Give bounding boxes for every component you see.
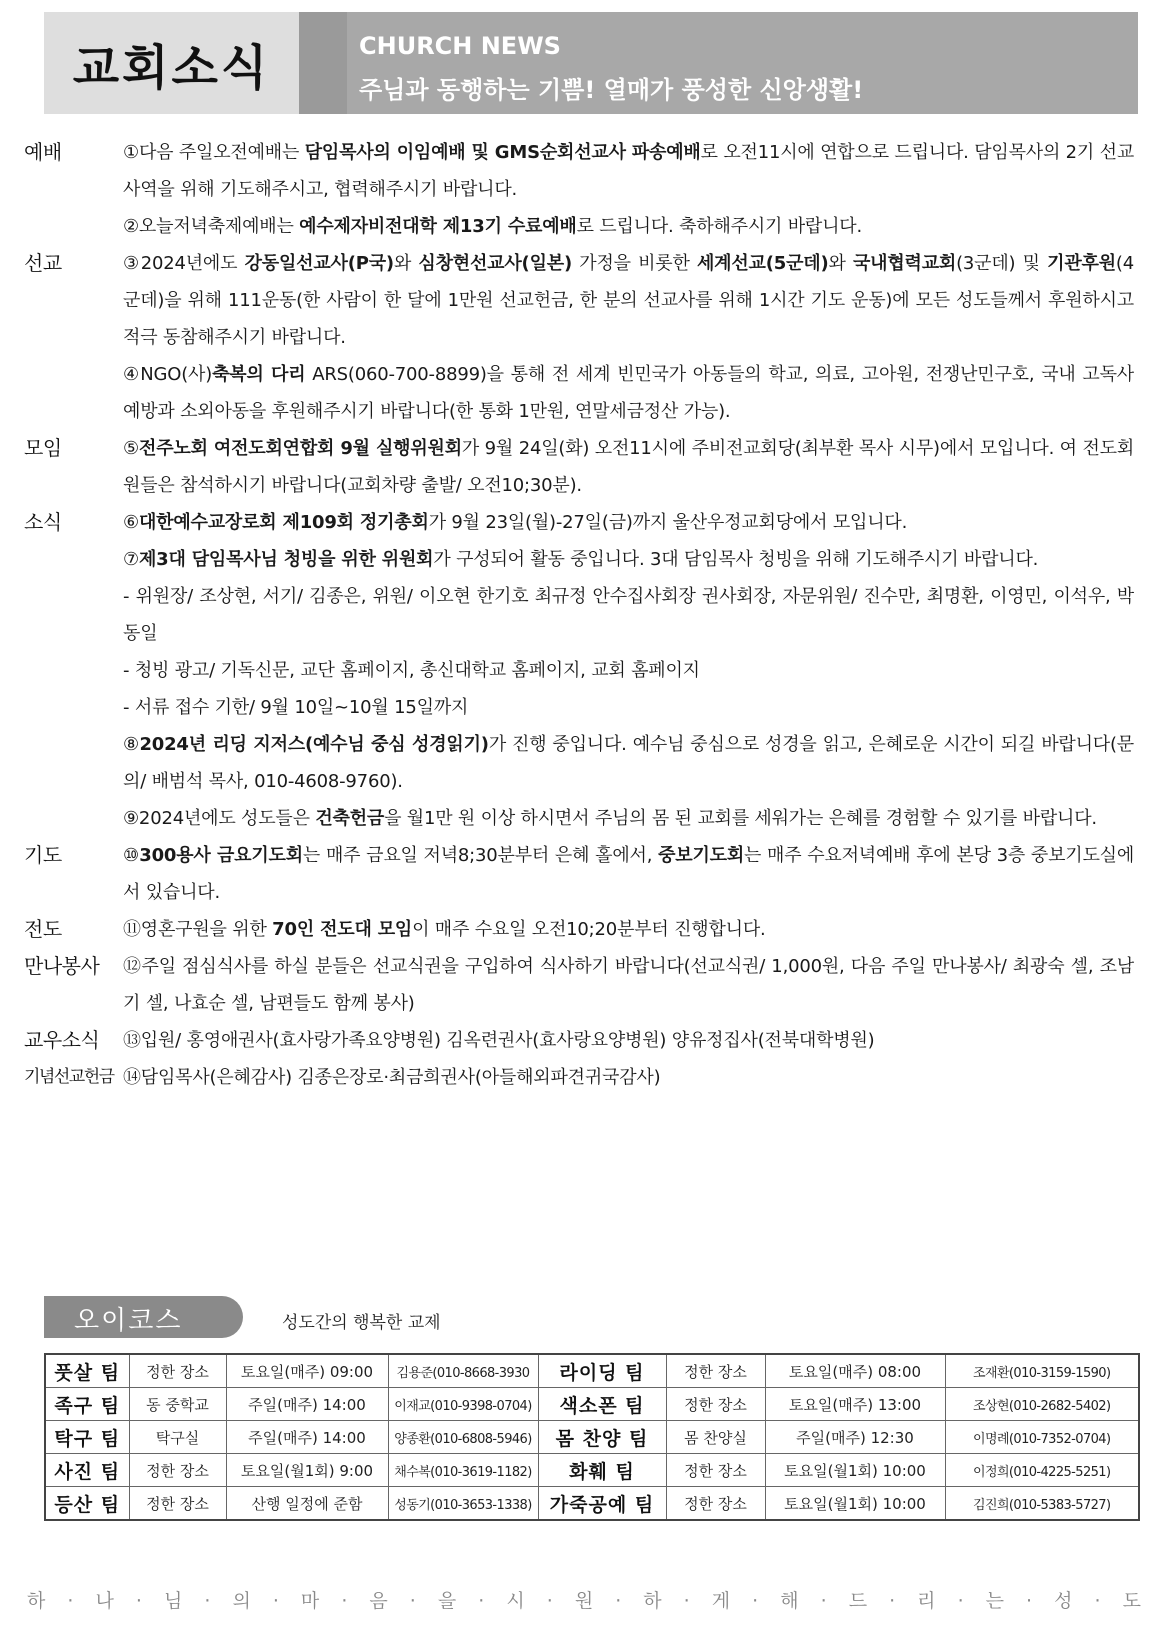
place-cell: 정한 장소 — [666, 1354, 765, 1388]
team-name-cell: 라이딩 팀 — [538, 1354, 666, 1388]
team-name-cell: 등산 팀 — [45, 1487, 129, 1521]
header-slogan: 주님과 동행하는 기쁨! 열매가 풍성한 신앙생활! — [359, 76, 864, 104]
table-row — [45, 1454, 1139, 1487]
place-cell: 정한 장소 — [666, 1388, 765, 1421]
team-name-cell: 사진 팀 — [45, 1454, 129, 1487]
category-label: 교우소식 — [24, 1028, 100, 1052]
place-cell: 정한 장소 — [666, 1454, 765, 1487]
news-item-4: ④NGO(사)축복의 다리 ARS(060-700-8899)을 통해 전 세계 빈민국가 아동들의 학교, 의료, 고아원, 전쟁난민구호, 국내 고독사 예방과 소외아동을 후원해주시기 바랍니다(한 통화 1만원, 연말세금정산 가능). — [123, 364, 1134, 422]
news-item-8: ⑧2024년 리딩 지저스(예수님 중심 성경읽기)가 진행 중입니다. 예수님 중심으로 성경을 읽고, 은혜로운 시간이 되길 바랍니다(문의/ 배범석 목사, 010-4608-9760). — [123, 734, 1134, 792]
contact-cell: 성동기(010-3653-1338) — [388, 1487, 538, 1521]
place-cell: 정한 장소 — [129, 1454, 226, 1487]
contact-cell: 이명례(010-7352-0704) — [945, 1421, 1139, 1454]
oikos-title-tab — [44, 1296, 244, 1338]
section-mission — [24, 245, 1134, 430]
contact-cell: 채수복(010-3619-1182) — [388, 1454, 538, 1487]
contact-cell: 조상현(010-2682-5402) — [945, 1388, 1139, 1421]
schedule-cell: 토요일(월1회) 10:00 — [765, 1454, 945, 1487]
oikos-title: 오이코스 — [74, 1306, 183, 1336]
place-cell: 정한 장소 — [129, 1487, 226, 1521]
page-title: 교회소식 — [44, 12, 299, 114]
schedule-cell: 주일(매주) 12:30 — [765, 1421, 945, 1454]
schedule-cell: 산행 일정에 준함 — [226, 1487, 388, 1521]
news-item-3: ③2024년에도 강동일선교사(P국)와 심창현선교사(일본) 가정을 비롯한 세계선교(5군데)와 국내협력교회(3군데) 및 기관후원(4군데)을 위해 111운동(한 사람이 한 달에 1만원 선교헌금, 한 분의 선교사를 위해 1시간 기도 운동)에 모든 성도들께서 후원하시고 적극 동참해주시기 바랍니다. — [123, 253, 1134, 348]
place-cell: 동 중학교 — [129, 1388, 226, 1421]
schedule-cell: 주일(매주) 14:00 — [226, 1388, 388, 1421]
schedule-cell: 주일(매주) 14:00 — [226, 1421, 388, 1454]
news-item-13: ⑬입원/ 홍영애권사(효사랑가족요양병원) 김옥련권사(효사랑요양병원) 양유정집사(전북대학병원) — [123, 1030, 875, 1051]
team-name-cell: 색소폰 팀 — [538, 1388, 666, 1421]
team-name-cell: 화훼 팀 — [538, 1454, 666, 1487]
section-notice — [24, 504, 1134, 837]
news-item-7: ⑦제3대 담임목사님 청빙을 위한 위원회가 구성되어 활동 중입니다. 3대 담임목사 청빙을 위해 기도해주시기 바랍니다. — [123, 549, 1039, 570]
section-evangelism — [24, 911, 1134, 948]
news-subitem-deadline: - 서류 접수 기한/ 9월 10일~10월 15일까지 — [123, 697, 469, 718]
category-label: 만나봉사 — [24, 954, 100, 978]
category-label: 기념선교헌금 — [24, 1067, 114, 1087]
team-name-cell: 탁구 팀 — [45, 1421, 129, 1454]
schedule-cell: 토요일(매주) 13:00 — [765, 1388, 945, 1421]
news-item-9: ⑨2024년에도 성도들은 건축헌금을 월1만 원 이상 하시면서 주님의 몸 된 교회를 세워가는 은혜를 경험할 수 있기를 바랍니다. — [123, 808, 1097, 829]
category-label: 모임 — [24, 436, 62, 460]
news-header — [44, 12, 1138, 114]
schedule-cell: 토요일(매주) 08:00 — [765, 1354, 945, 1388]
section-manna — [24, 948, 1134, 1022]
section-worship — [24, 134, 1134, 245]
section-members — [24, 1022, 1134, 1059]
oikos-subtitle: 성도간의 행복한 교제 — [282, 1313, 441, 1333]
category-label: 선교 — [24, 251, 62, 275]
table-row — [45, 1388, 1139, 1421]
header-english-title: CHURCH NEWS — [359, 32, 561, 60]
place-cell: 정한 장소 — [666, 1487, 765, 1521]
oikos-team-table — [44, 1353, 1140, 1521]
contact-cell: 조재환(010-3159-1590) — [945, 1354, 1139, 1388]
section-offering — [24, 1059, 1134, 1096]
news-body — [24, 134, 1134, 1096]
news-subitem-committee: - 위원장/ 조상현, 서기/ 김종은, 위원/ 이오현 한기호 최규정 안수집사회장 권사회장, 자문위원/ 진수만, 최명환, 이영민, 이석우, 박동일 — [123, 586, 1134, 644]
news-item-2: ②오늘저녁축제예배는 예수제자비전대학 제13기 수료예배로 드립니다. 축하해주시기 바랍니다. — [123, 216, 863, 237]
contact-cell: 이재교(010-9398-0704) — [388, 1388, 538, 1421]
table-row — [45, 1487, 1139, 1521]
news-item-14: ⑭담임목사(은혜감사) 김종은장로·최금희권사(아들해외파견귀국감사) — [123, 1067, 661, 1088]
header-divider — [299, 12, 347, 114]
contact-cell: 양종환(010-6808-5946) — [388, 1421, 538, 1454]
section-meeting — [24, 430, 1134, 504]
contact-cell: 이정희(010-4225-5251) — [945, 1454, 1139, 1487]
news-subitem-advert: - 청빙 광고/ 기독신문, 교단 홈페이지, 총신대학교 홈페이지, 교회 홈페이지 — [123, 660, 700, 681]
schedule-cell: 토요일(월1회) 10:00 — [765, 1487, 945, 1521]
news-item-6: ⑥대한예수교장로회 제109회 정기총회가 9월 23일(월)-27일(금)까지 울산우정교회당에서 모입니다. — [123, 512, 908, 533]
schedule-cell: 토요일(매주) 09:00 — [226, 1354, 388, 1388]
schedule-cell: 토요일(월1회) 9:00 — [226, 1454, 388, 1487]
news-item-11: ⑪영혼구원을 위한 70인 전도대 모임이 매주 수요일 오전10;20분부터 진행합니다. — [123, 919, 766, 940]
footer-motto: 하 · 나 · 님 · 의 · 마 · 음 · 을 · 시 · 원 · 하 · 게 · 해 · 드 · 리 · 는 · 성 · 도 — [27, 1590, 1149, 1612]
team-name-cell: 몸 찬양 팀 — [538, 1421, 666, 1454]
news-item-12: ⑫주일 점심식사를 하실 분들은 선교식권을 구입하여 식사하기 바랍니다(선교식권/ 1,000원, 다음 주일 만나봉사/ 최광숙 셀, 조남기 셀, 나효순 셀, 남편들도 함께 봉사) — [123, 956, 1134, 1014]
category-label: 소식 — [24, 510, 62, 534]
news-item-1: ①다음 주일오전예배는 담임목사의 이임예배 및 GMS순회선교사 파송예배로 오전11시에 연합으로 드립니다. 담임목사의 2기 선교사역을 위해 기도해주시고, 협력해주시기 바랍니다. — [123, 142, 1135, 200]
contact-cell: 김진희(010-5383-5727) — [945, 1487, 1139, 1521]
category-label: 전도 — [24, 917, 62, 941]
category-label: 예배 — [24, 140, 62, 164]
table-row — [45, 1421, 1139, 1454]
table-row — [45, 1354, 1139, 1388]
category-label: 기도 — [24, 843, 62, 867]
section-prayer — [24, 837, 1134, 911]
place-cell: 정한 장소 — [129, 1354, 226, 1388]
team-name-cell: 족구 팀 — [45, 1388, 129, 1421]
team-name-cell: 풋살 팀 — [45, 1354, 129, 1388]
team-name-cell: 가죽공예 팀 — [538, 1487, 666, 1521]
place-cell: 몸 찬양실 — [666, 1421, 765, 1454]
contact-cell: 김용준(010-8668-3930 — [388, 1354, 538, 1388]
place-cell: 탁구실 — [129, 1421, 226, 1454]
news-item-10: ⑩300용사 금요기도회는 매주 금요일 저녁8;30분부터 은혜 홀에서, 중보기도회는 매주 수요저녁예배 후에 본당 3층 중보기도실에서 있습니다. — [123, 845, 1135, 903]
news-item-5: ⑤전주노회 여전도회연합회 9월 실행위원회가 9월 24일(화) 오전11시에 주비전교회당(최부환 목사 시무)에서 모입니다. 여 전도회원들은 참석하시기 바랍니다(교회차량 출발/ 오전10;30분). — [123, 438, 1135, 496]
